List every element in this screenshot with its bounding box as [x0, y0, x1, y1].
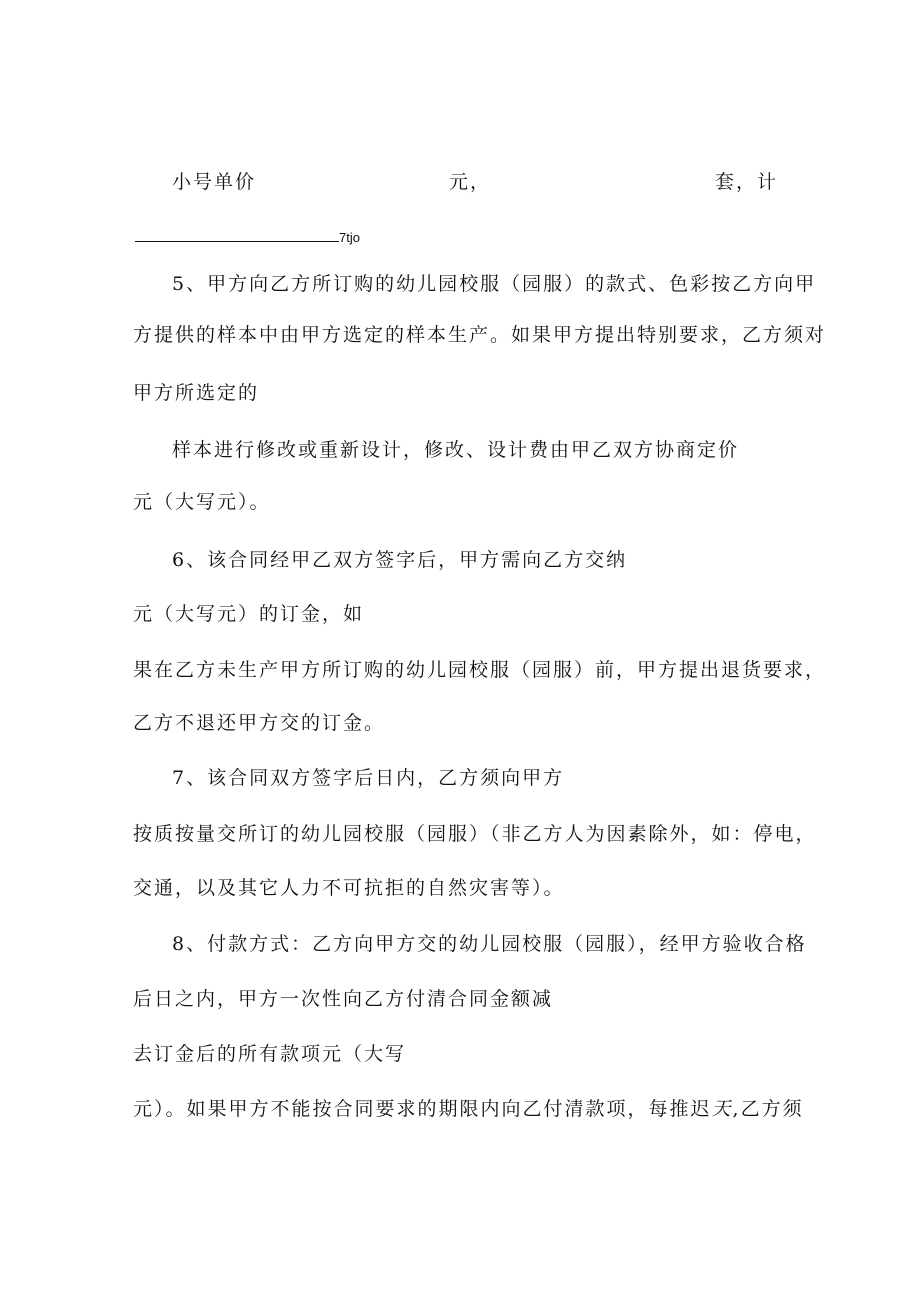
clause-8-line-4 — [133, 1097, 804, 1121]
clause-6-line-1: 6、该合同经甲乙双方签字后，甲方需向乙方交纳 — [172, 549, 628, 571]
clause-6-line-2: 元（大写元）的订金，如 — [133, 603, 365, 625]
blank-fill-row — [135, 229, 360, 247]
clause-8-line-4-text: 元）。如果甲方不能按合同要求的期限内向乙付清款项，每推迟 — [133, 1098, 712, 1120]
clause-7-line-3: 交通，以及其它人力不可抗拒的自然灾害等）。 — [133, 877, 565, 899]
clause-8-line-4-tail: ,乙方须 — [732, 1098, 804, 1120]
price-label: 小号单价 — [172, 171, 257, 193]
clause-5-line-2: 方提供的样本中由甲方选定的样本生产。如果甲方提出特别要求，乙方须对 — [133, 324, 827, 346]
price-unit: 元， — [449, 171, 492, 193]
price-suit-count: 套，计 — [715, 171, 779, 193]
clause-8-line-1: 8、付款方式：乙方向甲方交的幼儿园校服（园服），经甲方验收合格 — [172, 933, 807, 955]
clause-8-day-unit: 天 — [711, 1098, 733, 1120]
clause-8-line-3: 去订金后的所有款项元（大写 — [133, 1043, 407, 1065]
clause-7-line-1: 7、该合同双方签字后日内，乙方须向甲方 — [172, 767, 565, 789]
blank-suffix: 7tjo — [339, 230, 360, 245]
clause-5-line-1: 5、甲方向乙方所订购的幼儿园校服（园服）的款式、色彩按乙方向甲 — [172, 273, 817, 295]
clause-5-line-5: 元（大写元）。 — [133, 491, 271, 513]
clause-5-line-4: 样本进行修改或重新设计，修改、设计费由甲乙双方协商定价 — [172, 439, 740, 461]
clause-8-line-2: 后日之内，甲方一次性向乙方付清合同金额减 — [133, 988, 554, 1010]
clause-5-line-3: 甲方所选定的 — [133, 382, 260, 404]
clause-6-line-4: 乙方不退还甲方交的订金。 — [133, 712, 386, 734]
clause-6-line-3: 果在乙方未生产甲方所订购的幼儿园校服（园服）前，甲方提出退货要求， — [133, 659, 827, 681]
clause-7-line-2: 按质按量交所订的幼儿园校服（园服）（非乙方人为因素除外，如：停电， — [133, 823, 817, 845]
blank-underline — [135, 229, 339, 242]
